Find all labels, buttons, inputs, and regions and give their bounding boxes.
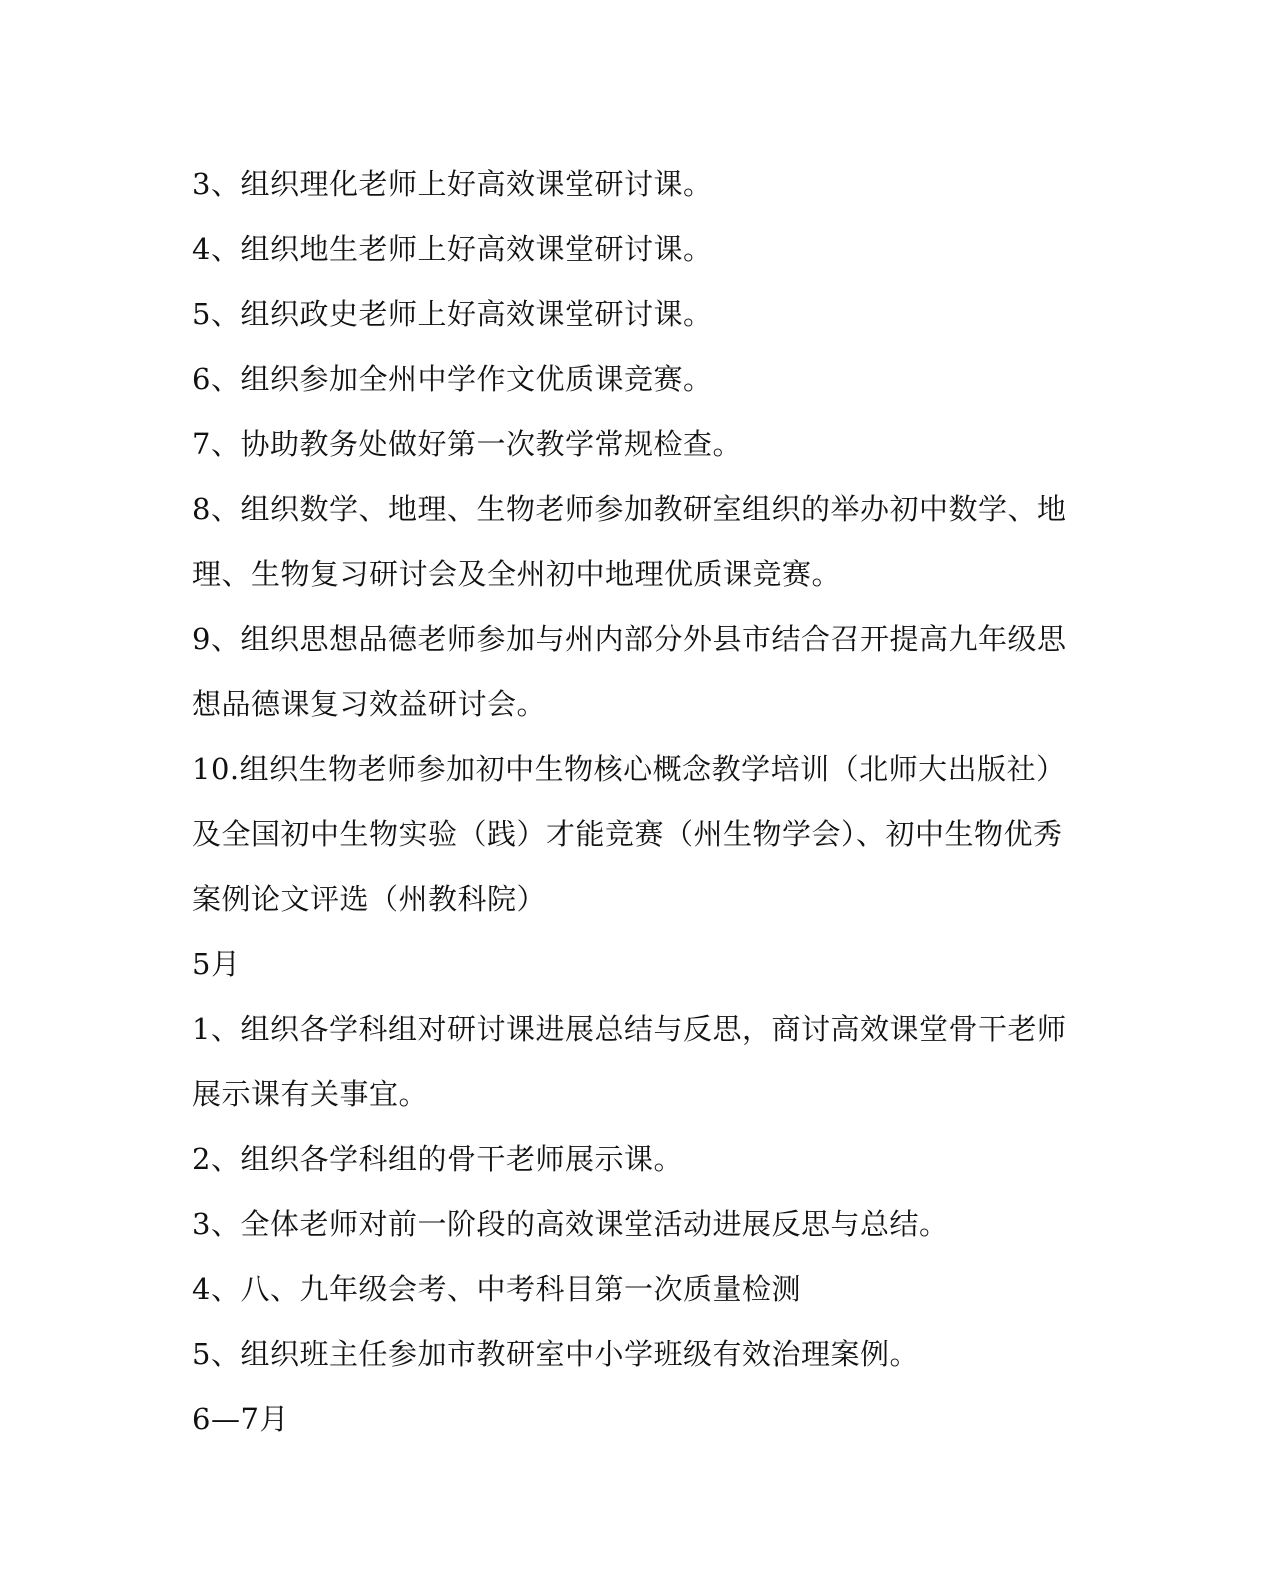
document-body (192, 152, 1072, 1452)
text-line: 9、组织思想品德老师参加与州内部分外县市结合召开提高九年级思 (192, 622, 1067, 656)
text-line: 及全国初中生物实验（践）才能竞赛（州生物学会）、初中生物优秀 (192, 817, 1063, 851)
text-line: 2、组织各学科组的骨干老师展示课。 (192, 1142, 683, 1176)
text-line: 展示课有关事宜。 (192, 1077, 429, 1111)
text-line: 1、组织各学科组对研讨课进展总结与反思，商讨高效课堂骨干老师 (192, 1012, 1067, 1046)
section-heading-june-july: 6—7月 (192, 1402, 289, 1436)
text-line: 8、组织数学、地理、生物老师参加教研室组织的举办初中数学、地 (192, 492, 1067, 526)
text-line: 3、全体老师对前一阶段的高效课堂活动进展反思与总结。 (192, 1207, 949, 1241)
text-line: 3、组织理化老师上好高效课堂研讨课。 (192, 167, 713, 201)
text-line: 5、组织政史老师上好高效课堂研讨课。 (192, 297, 713, 331)
text-line: 5、组织班主任参加市教研室中小学班级有效治理案例。 (192, 1337, 919, 1371)
text-line: 4、八、九年级会考、中考科目第一次质量检测 (192, 1272, 801, 1306)
text-line: 6、组织参加全州中学作文优质课竞赛。 (192, 362, 713, 396)
text-line: 7、协助教务处做好第一次教学常规检查。 (192, 427, 742, 461)
text-line: 理、生物复习研讨会及全州初中地理优质课竞赛。 (192, 557, 842, 591)
text-line: 想品德课复习效益研讨会。 (192, 687, 547, 721)
text-line: 10.组织生物老师参加初中生物核心概念教学培训（北师大出版社） (192, 752, 1066, 786)
text-line: 4、组织地生老师上好高效课堂研讨课。 (192, 232, 713, 266)
section-heading-may: 5月 (192, 947, 241, 981)
text-line: 案例论文评选（州教科院） (192, 882, 547, 916)
